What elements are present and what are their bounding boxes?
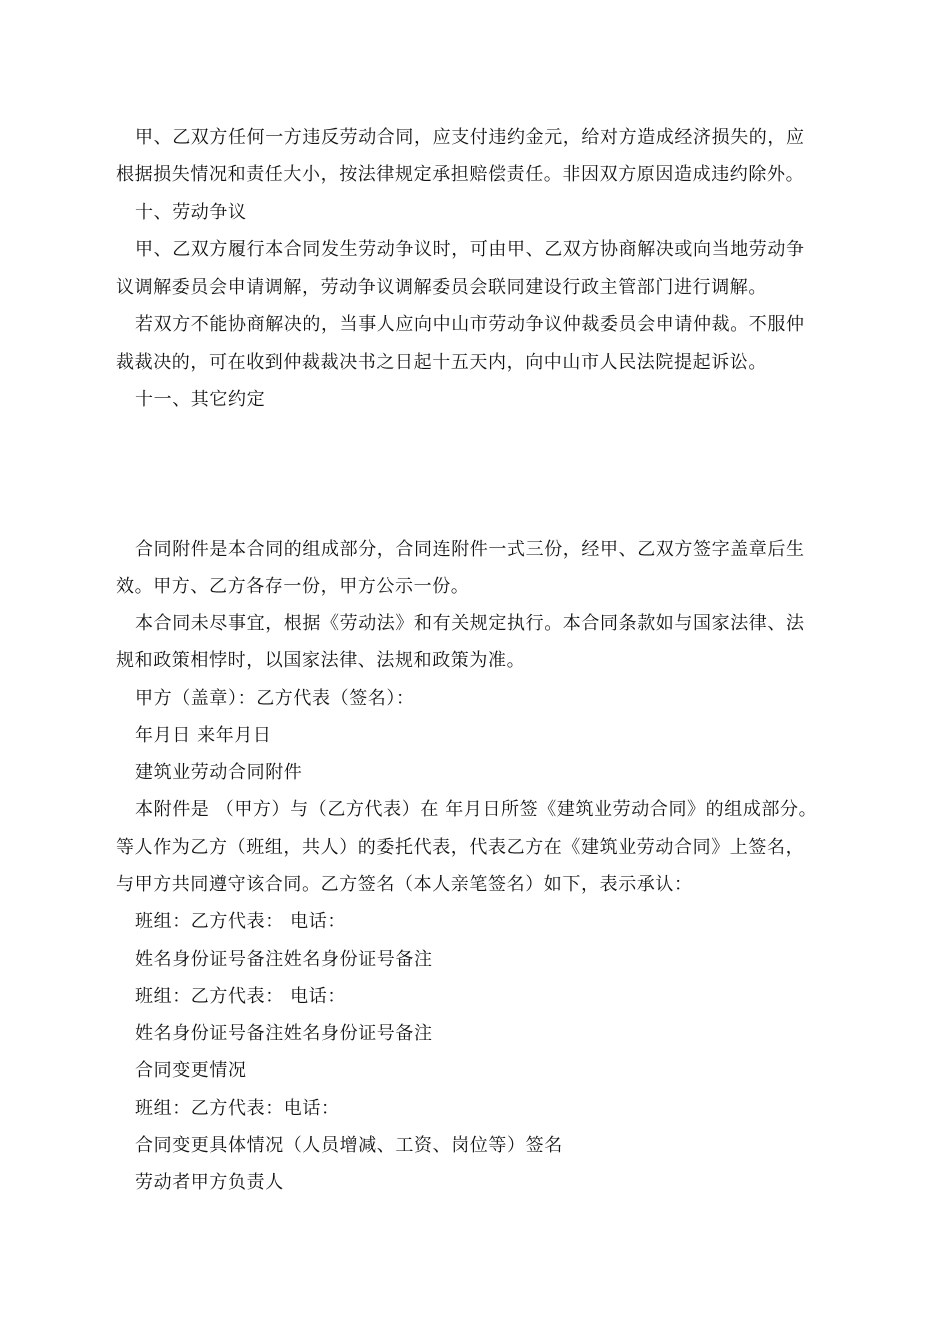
- attachment-title: 建筑业劳动合同附件: [135, 762, 303, 783]
- paragraph-line: 根据损失情况和责任大小，按法律规定承担赔偿责任。非因双方原因造成违约除外。: [116, 164, 805, 185]
- paragraph-line: 裁裁决的，可在收到仲裁裁决书之日起十五天内，向中山市人民法院提起诉讼。: [116, 352, 767, 373]
- paragraph-line: 等人作为乙方（班组，共人）的委托代表，代表乙方在《建筑业劳动合同》上签名，: [116, 837, 805, 858]
- paragraph-line: 本附件是 （甲方）与（乙方代表）在 年月日所签《建筑业劳动合同》的组成部分。: [135, 799, 818, 820]
- form-line: 班组：乙方代表： 电话：: [135, 911, 346, 932]
- form-line: 劳动者甲方负责人: [135, 1172, 284, 1193]
- paragraph-line: 合同附件是本合同的组成部分，合同连附件一式三份，经甲、乙双方签字盖章后生: [135, 539, 805, 560]
- paragraph-line: 规和政策相悖时，以国家法律、法规和政策为准。: [116, 650, 526, 671]
- paragraph-line: 效。甲方、乙方各存一份，甲方公示一份。: [116, 576, 470, 597]
- section-heading: 十、劳动争议: [135, 202, 247, 223]
- paragraph-line: 若双方不能协商解决的，当事人应向中山市劳动争议仲裁委员会申请仲裁。不服仲: [135, 314, 805, 335]
- section-heading: 合同变更情况: [135, 1060, 247, 1081]
- form-line: 合同变更具体情况（人员增减、工资、岗位等）签名: [135, 1135, 563, 1156]
- form-line: 班组：乙方代表： 电话：: [135, 986, 346, 1007]
- form-line: 姓名身份证号备注姓名身份证号备注: [135, 1023, 433, 1044]
- form-line: 姓名身份证号备注姓名身份证号备注: [135, 949, 433, 970]
- paragraph-line: 甲、乙双方任何一方违反劳动合同，应支付违约金元，给对方造成经济损失的，应: [135, 127, 805, 148]
- paragraph-line: 本合同未尽事宜，根据《劳动法》和有关规定执行。本合同条款如与国家法律、法: [135, 613, 805, 634]
- form-line: 班组：乙方代表：电话：: [135, 1098, 340, 1119]
- paragraph-line: 与甲方共同遵守该合同。乙方签名（本人亲笔签名）如下，表示承认：: [116, 874, 693, 895]
- paragraph-line: 甲、乙双方履行本合同发生劳动争议时，可由甲、乙双方协商解决或向当地劳动争: [135, 239, 805, 260]
- date-line: 年月日 来年月日: [135, 725, 272, 746]
- signature-line: 甲方（盖章）：乙方代表（签名）：: [135, 688, 415, 709]
- section-heading: 十一、其它约定: [135, 389, 266, 410]
- paragraph-line: 议调解委员会申请调解，劳动争议调解委员会联同建设行政主管部门进行调解。: [116, 277, 767, 298]
